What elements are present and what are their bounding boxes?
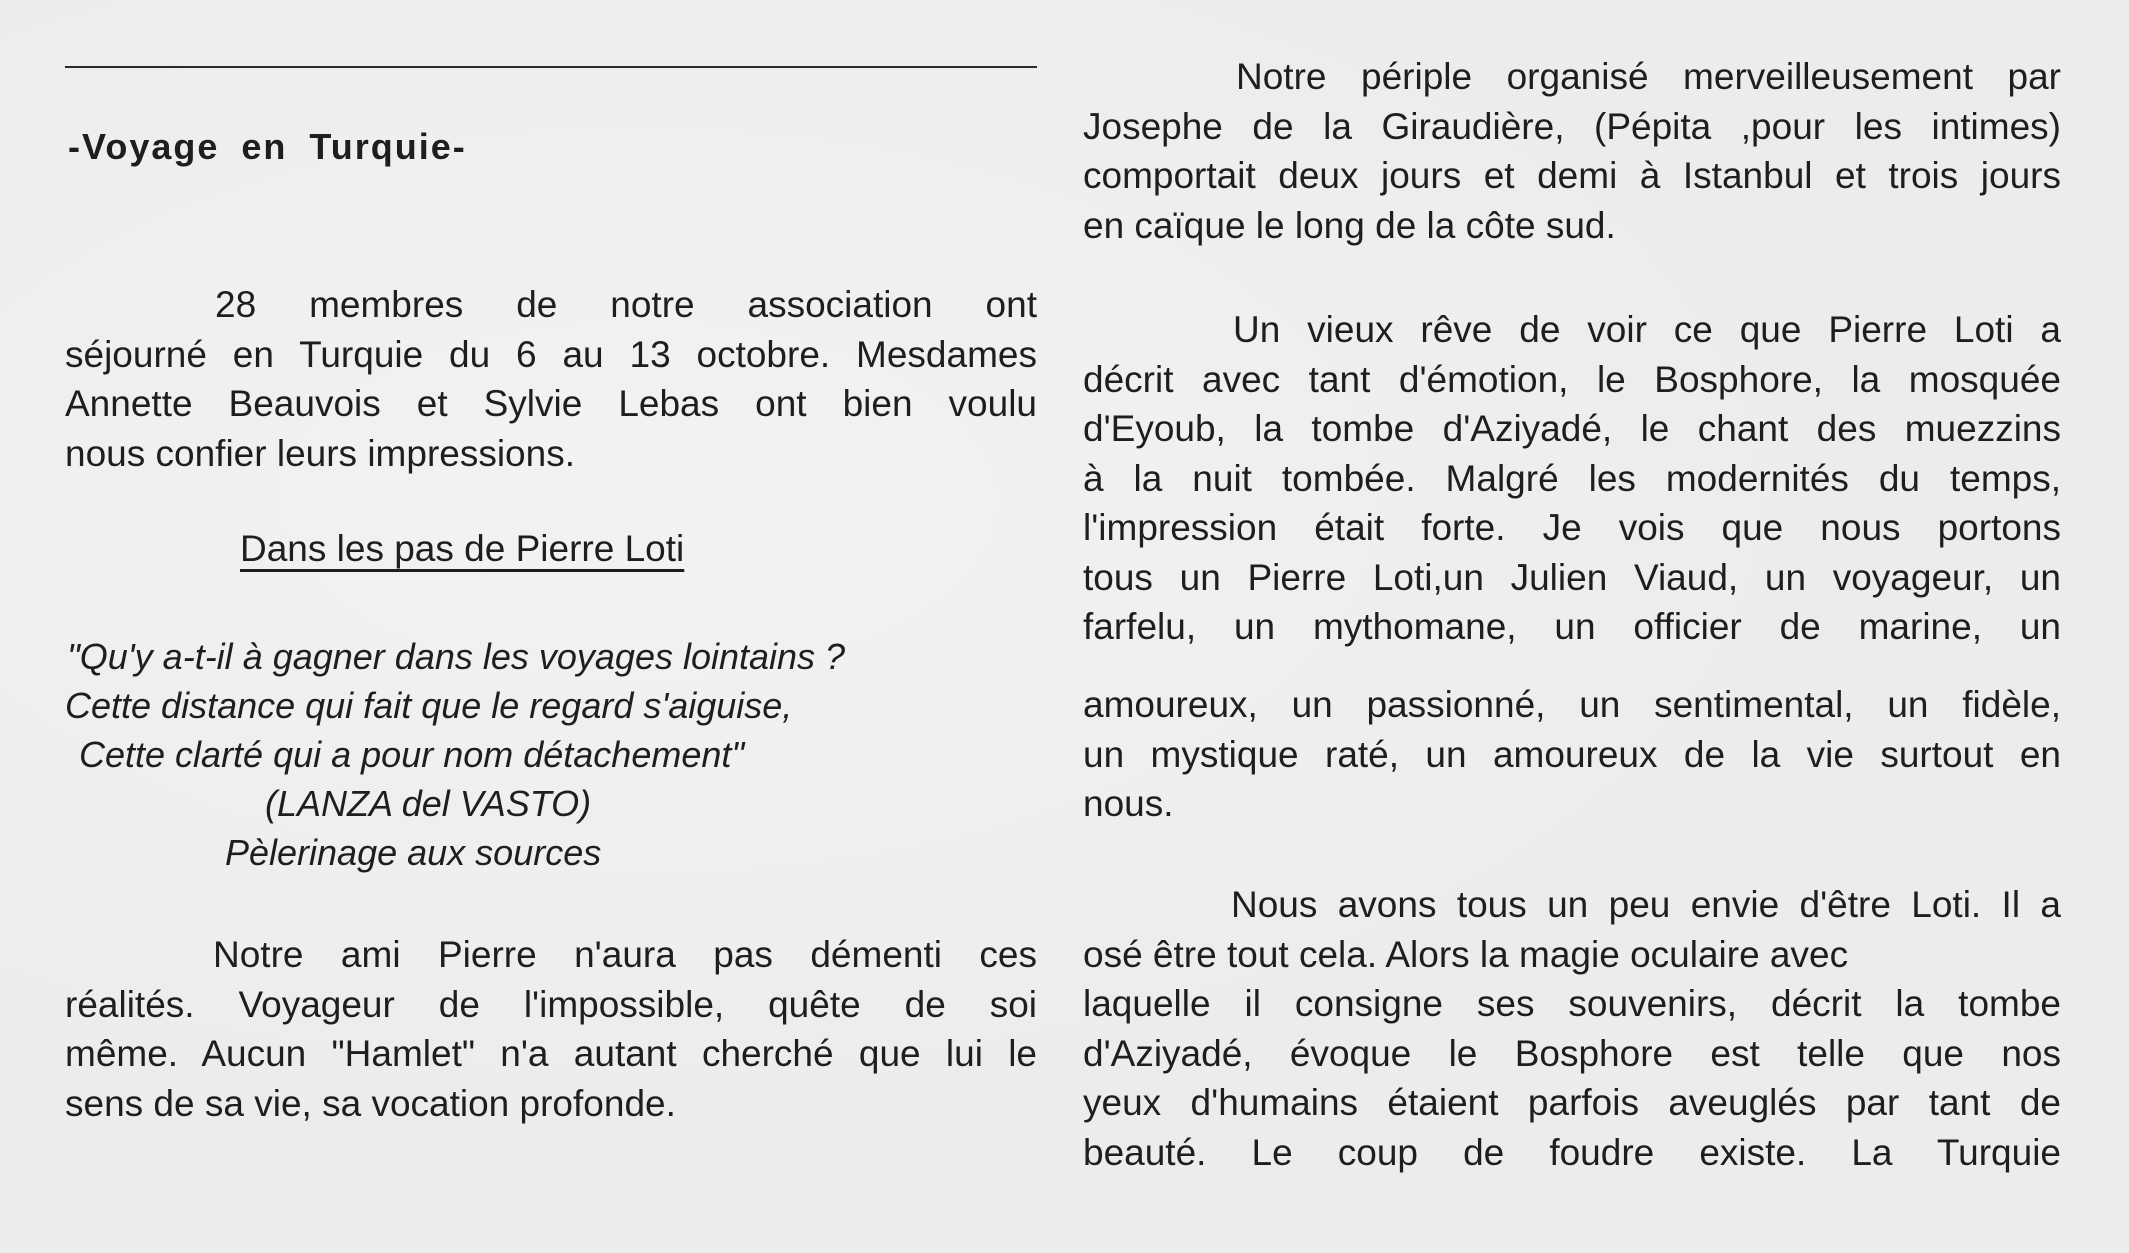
text-line: même. Aucun "Hamlet" n'a autant cherché que lui le: [65, 1033, 1037, 1074]
text-line: l'impression était forte. Je vois que nous portons: [1083, 507, 2061, 548]
epigraph-quote: [65, 632, 1065, 877]
text-line: yeux d'humains étaient parfois aveuglés par tant de: [1083, 1082, 2061, 1123]
right-paragraph-1: [1083, 52, 2061, 250]
quote-line: "Qu'y a-t-il à gagner dans les voyages lointains ?: [67, 636, 846, 677]
quote-line: Cette distance qui fait que le regard s'aiguise,: [65, 685, 793, 726]
text-line: nous confier leurs impressions.: [65, 432, 575, 474]
text-line: d'Aziyadé, évoque le Bosphore est telle que nos: [1083, 1032, 2061, 1074]
top-rule: [65, 66, 1037, 68]
text-line: d'Eyoub, la tombe d'Aziyadé, le chant des muezzins: [1083, 408, 2061, 449]
quote-work: Pèlerinage aux sources: [225, 832, 602, 873]
text-line: séjourné en Turquie du 6 au 13 octobre. Mesdames: [65, 333, 1037, 375]
text-line: 28 membres de notre association ont: [215, 284, 1037, 325]
text-line: osé être tout cela. Alors la magie oculaire avec: [1083, 933, 1849, 975]
text-line: amoureux, un passionné, un sentimental, un fidèle,: [1083, 684, 2061, 725]
text-line: Annette Beauvois et Sylvie Lebas ont bien voulu: [65, 383, 1037, 424]
text-line: tous un Pierre Loti,un Julien Viaud, un voyageur, un: [1083, 556, 2061, 598]
body-paragraph: [65, 930, 1037, 1128]
article-heading: -Voyage en Turquie-: [68, 126, 467, 167]
text-line: Josephe de la Giraudière, (Pépita ,pour les intimes): [1083, 105, 2061, 147]
right-paragraph-2-continued: [1083, 680, 2061, 829]
text-line: sens de sa vie, sa vocation profonde.: [65, 1082, 676, 1124]
intro-paragraph: [65, 280, 1037, 478]
text-line: laquelle il consigne ses souvenirs, décrit la tombe: [1083, 983, 2061, 1024]
text-line: farfelu, un mythomane, un officier de marine, un: [1083, 606, 2061, 647]
text-line: un mystique raté, un amoureux de la vie surtout en: [1083, 733, 2061, 775]
text-line: Nous avons tous un peu envie d'être Loti. Il a: [1231, 884, 2061, 925]
quote-author: (LANZA del VASTO): [265, 783, 592, 824]
text-line: nous.: [1083, 783, 1174, 824]
text-line: en caïque le long de la côte sud.: [1083, 204, 1616, 246]
text-line: Notre ami Pierre n'aura pas démenti ces: [213, 934, 1037, 975]
text-line: à la nuit tombée. Malgré les modernités du temps,: [1083, 457, 2061, 499]
text-line: réalités. Voyageur de l'impossible, quête de soi: [65, 983, 1037, 1025]
text-line: comportait deux jours et demi à Istanbul et trois jours: [1083, 155, 2061, 196]
quote-line: Cette clarté qui a pour nom détachement": [79, 734, 745, 775]
right-paragraph-2: [1083, 305, 2061, 652]
section-subtitle: Dans les pas de Pierre Loti: [240, 528, 685, 569]
text-line: Notre périple organisé merveilleusement par: [1236, 56, 2061, 97]
text-line: Un vieux rêve de voir ce que Pierre Loti a: [1233, 309, 2061, 350]
right-paragraph-3: [1083, 880, 2061, 1177]
text-line: décrit avec tant d'émotion, le Bosphore, la mosquée: [1083, 358, 2061, 400]
text-line: beauté. Le coup de foudre existe. La Turquie: [1083, 1131, 2061, 1173]
